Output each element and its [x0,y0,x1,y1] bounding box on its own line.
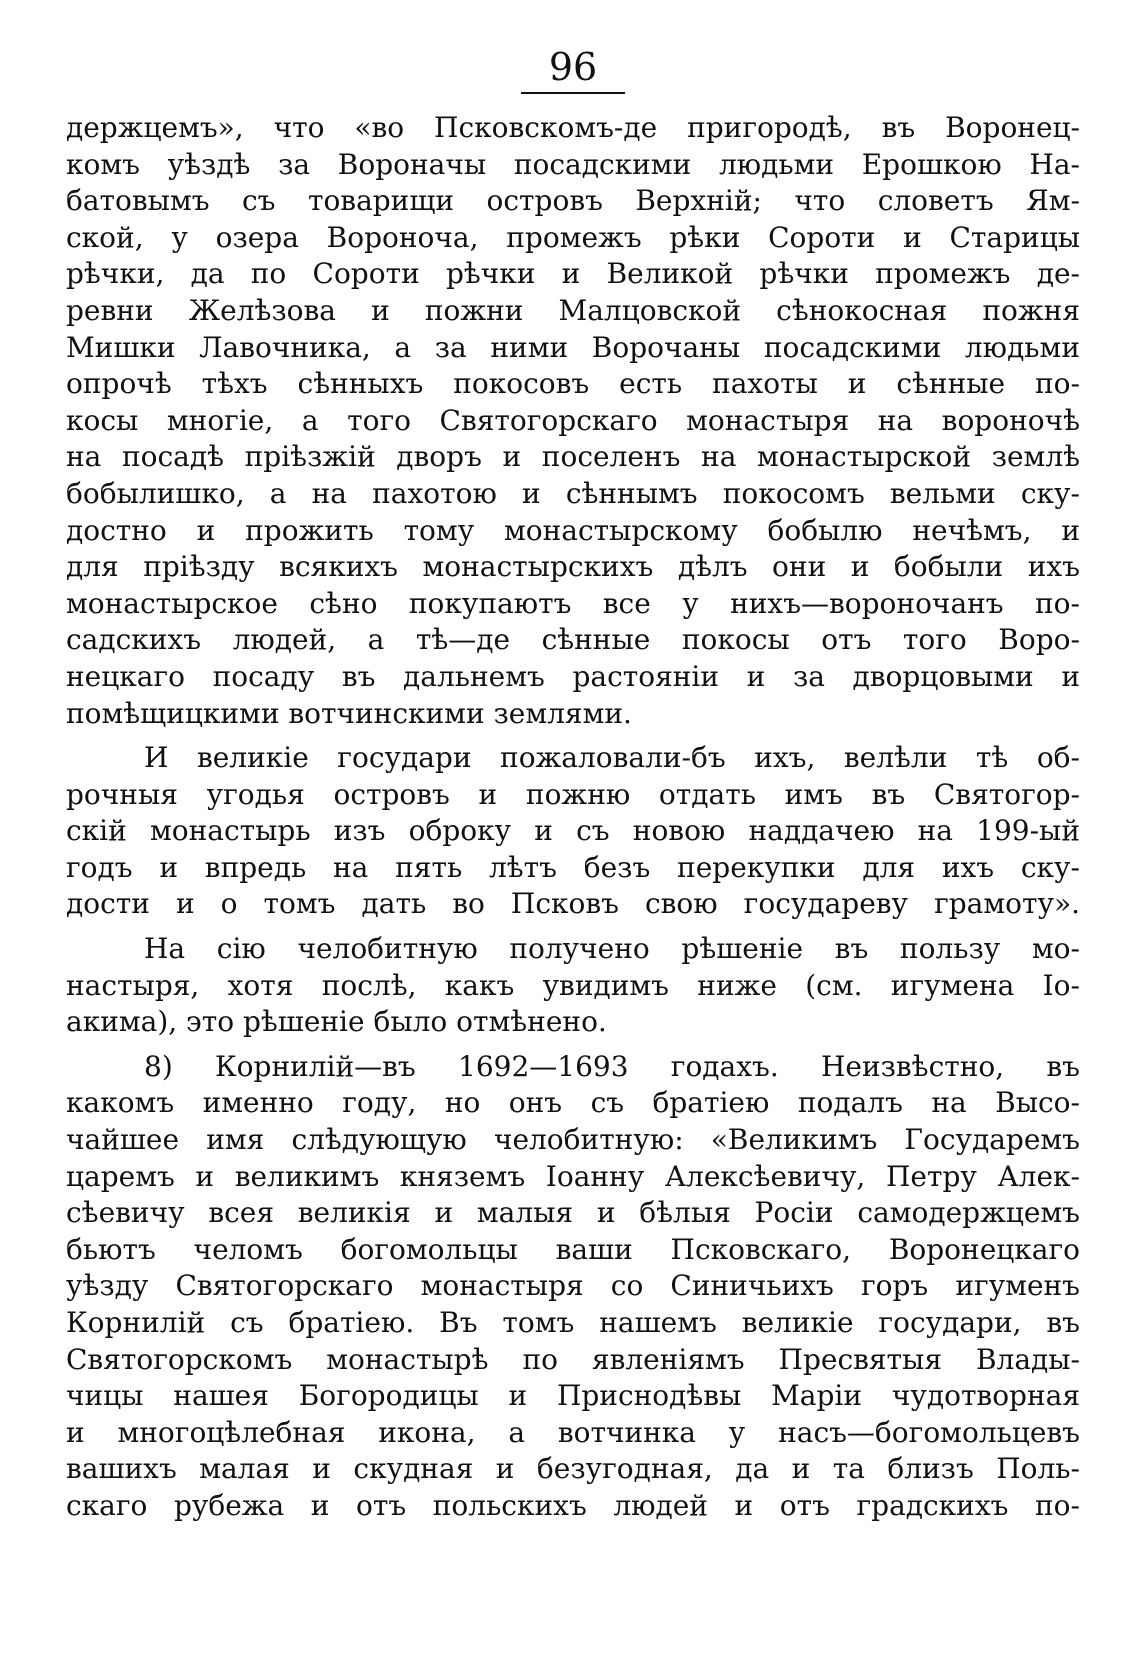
text-line: На сію челобитную получено рѣшеніе въ пользу мо- [144,932,1080,966]
text-line: ревни Желѣзова и пожни Малцовской сѣнокосная пожня [66,293,1080,327]
text-line: вашихъ малая и скудная и безугодная, да и та близъ Поль- [66,1452,1080,1486]
page-number [66,44,1080,94]
text-line: какомъ именно году, но онъ съ братіею подалъ на Высо- [66,1086,1080,1120]
text-line: бобылишко, а на пахотою и сѣннымъ покосомъ вельми ску- [66,476,1080,510]
text-line: комъ уѣздѣ за Вороначы посадскими людьми Ерошкою На- [66,147,1080,181]
text-line: Мишки Лавочника, а за ними Ворочаны посадскими людьми [66,330,1080,364]
text-line: нецкаго посаду въ дальнемъ растояніи и за дворцовыми и [66,659,1080,693]
text-line: И великіе государи пожаловали-бъ ихъ, велѣли тѣ об- [144,741,1080,775]
text-line: монастырское сѣно покупаютъ все у нихъ—вороночанъ по- [66,586,1080,620]
paragraph-1 [66,110,1080,732]
text-line: царемъ и великимъ княземъ Іоанну Алексѣевичу, Петру Алек- [66,1159,1080,1193]
text-line: годъ и впредь на пять лѣтъ безъ перекупки для ихъ ску- [66,850,1080,884]
text-line: косы многіе, а того Святогорскаго монастыря на вороночѣ [66,403,1080,437]
text-line: уѣзду Святогорскаго монастыря со Синичьихъ горъ игуменъ [66,1269,1080,1303]
text-line: акима), это рѣшеніе было отмѣнено. [66,1005,607,1039]
paragraph-4 [66,1049,1080,1525]
text-line: батовымъ съ товарищи островъ Верхній; что словетъ Ям- [66,184,1080,218]
text-line: рочныя угодья островъ и пожню отдать имъ въ Святогор- [66,777,1080,811]
text-line: держцемъ», что «во Псковскомъ-де пригородѣ, въ Воронец- [66,111,1080,144]
text-line: и многоцѣлебная икона, а вотчинка у насъ—богомольцевъ [66,1415,1080,1449]
text-line: Корнилій съ братіею. Въ томъ нашемъ великіе государи, въ [66,1306,1080,1339]
text-line: на посадѣ пріѣзжій дворъ и поселенъ на монастырской землѣ [66,440,1080,474]
text-line: ской, у озера Вороноча, промежъ рѣки Сороти и Старицы [66,220,1080,254]
text-line: Святогорскомъ монастырѣ по явленіямъ Пресвятыя Влады- [66,1342,1080,1376]
text-line: чайшее имя слѣдующую челобитную: «Великимъ Государемъ [66,1123,1080,1157]
text-line: скій монастырь изъ оброку и съ новою наддачею на 199-ый [66,814,1080,848]
text-line: 8) Корнилій—въ 1692—1693 годахъ. Неизвѣстно, въ [144,1049,1080,1083]
text-line: скаго рубежа и отъ польскихъ людей и отъ градскихъ по- [66,1488,1080,1522]
text-line: помѣщицкими вотчинскими землями. [66,696,632,730]
paragraph-3 [66,931,1080,1041]
text-line: сѣевичу всея великія и малыя и бѣлыя Росіи самодержцемъ [66,1196,1080,1230]
text-line: дости и о томъ дать во Псковъ свою государеву грамоту». [66,887,1080,921]
text-line: для пріѣзду всякихъ монастырскихъ дѣлъ они и бобыли ихъ [66,550,1080,584]
text-line: достно и прожить тому монастырскому бобылю нечѣмъ, и [66,513,1080,547]
text-line: настыря, хотя послѣ, какъ увидимъ ниже (см. игумена Іо- [66,968,1080,1002]
text-line: садскихъ людей, а тѣ—де сѣнные покосы отъ того Воро- [66,623,1080,657]
text-line: рѣчки, да по Сороти рѣчки и Великой рѣчки промежъ де- [66,257,1080,291]
paragraph-2 [66,740,1080,923]
text-line: чицы нашея Богородицы и Приснодѣвы Маріи чудотворная [66,1379,1080,1413]
book-page [66,44,1080,1533]
page-number-text: 96 [521,44,625,94]
text-line: опрочѣ тѣхъ сѣнныхъ покосовъ есть пахоты и сѣнные по- [66,367,1080,401]
text-line: бьютъ челомъ богомольцы ваши Псковскаго, Воронецкаго [66,1232,1080,1266]
